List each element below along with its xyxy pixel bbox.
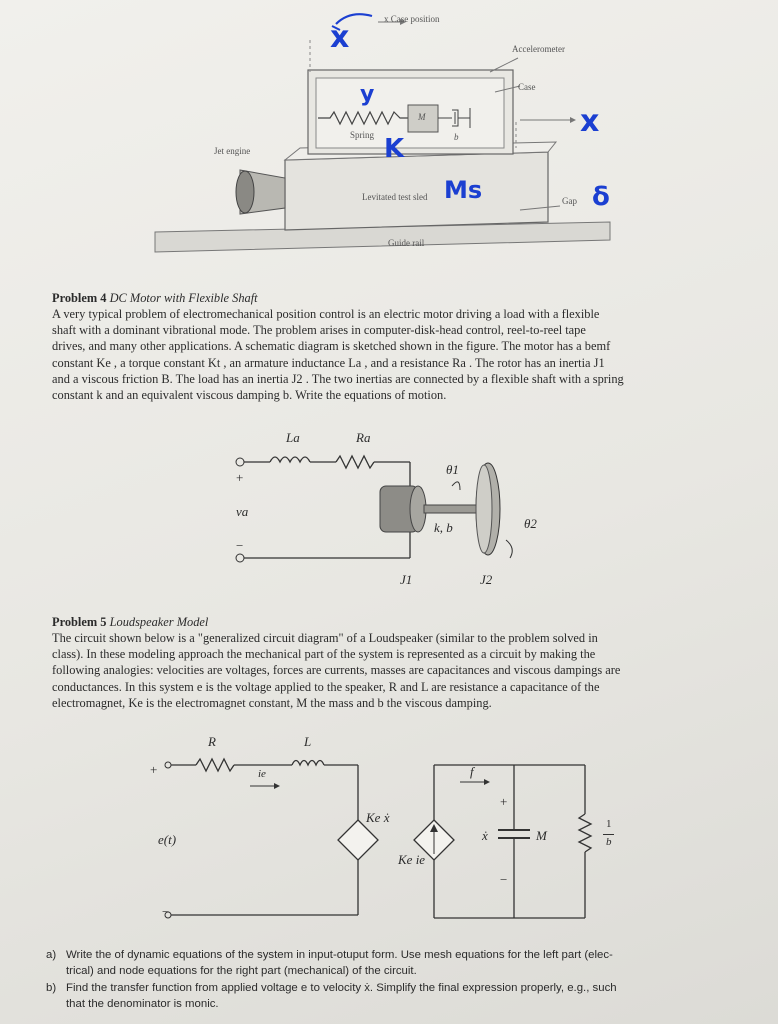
question-a xyxy=(46,948,756,979)
question-b xyxy=(46,981,756,1012)
problem4-title: DC Motor with Flexible Shaft xyxy=(109,291,258,305)
problem5-line: The circuit shown below is a "generalized circuit diagram" of a Loudspeaker (similar to the problem solved in xyxy=(52,631,598,645)
gap-label: Gap xyxy=(562,196,577,206)
problem5-line: conductances. In this system e is the voltage applied to the speaker, R and L are resistance a capacitance of the xyxy=(52,679,600,694)
accelerometer-label: Accelerometer xyxy=(512,44,565,54)
problem4-text xyxy=(52,306,752,403)
problem4-line: drives, and many other applications. A schematic diagram is sketched shown in the figure. The motor has a bemf xyxy=(52,339,611,354)
dc-motor-diagram xyxy=(0,420,778,600)
problem4-line: constant k and an equivalent viscous damping b. Write the equations of motion. xyxy=(52,388,447,403)
handwritten-k: K xyxy=(384,134,405,164)
problem5-number: Problem 5 xyxy=(52,615,107,629)
question-a-marker: a) xyxy=(46,949,57,961)
plus-sign: + xyxy=(236,470,244,485)
problem4-header xyxy=(52,290,258,306)
problem5-title: Loudspeaker Model xyxy=(109,615,209,629)
handwritten-y: y xyxy=(360,82,375,107)
handwritten-x-top: x xyxy=(330,20,350,55)
problem5-line: electromagnet, Ke is the electromagnet constant, M the mass and b the viscous damping. xyxy=(52,695,492,710)
conductance-numerator: 1 xyxy=(606,818,612,830)
problem5-line: following analogies: velocities are voltages, forces are currents, masses are capacitances and viscous dampings are xyxy=(52,663,621,678)
j2-label: J2 xyxy=(480,572,493,587)
resistor-r-label: R xyxy=(208,734,216,749)
handwritten-delta: δ xyxy=(592,182,610,212)
plus-sign: + xyxy=(500,794,508,809)
question-list xyxy=(46,948,756,1012)
levitated-sled-label: Levitated test sled xyxy=(362,192,428,202)
jet-engine-label: Jet engine xyxy=(214,146,251,156)
loudspeaker-circuit xyxy=(0,740,778,940)
velocity-xdot-label: ẋ xyxy=(482,828,488,843)
problem5-text xyxy=(52,630,752,711)
case-position-label: x Case position xyxy=(384,14,440,24)
minus-sign: − xyxy=(500,872,508,887)
problem4-line: A very typical problem of electromechanical position control is an electric motor driving a load with a flexible xyxy=(52,307,600,321)
guide-rail-label: Guide rail xyxy=(388,238,425,248)
resistor-ra-label: Ra xyxy=(356,430,371,445)
conductance-denominator: b xyxy=(606,836,612,848)
problem5-line: class). In these modeling approach the mechanical part of the system is represented as a circuit by making the xyxy=(52,647,596,662)
fraction-bar xyxy=(603,834,614,835)
minus-sign: − xyxy=(162,904,170,919)
spring-label: Spring xyxy=(350,130,375,140)
question-b-line: Find the transfer function from applied voltage e to velocity ẋ. Simplify the final expression properly, e.g., such xyxy=(66,982,617,994)
theta2-label: θ2 xyxy=(524,516,537,531)
handwritten-ms: Ms xyxy=(444,176,483,204)
question-b-line: that the denominator is monic. xyxy=(66,997,219,1010)
shaft-kb-label: k, b xyxy=(434,520,453,535)
force-f-label: f xyxy=(470,764,474,779)
handwritten-x-right: x xyxy=(580,104,600,139)
mass-m-label: M xyxy=(536,828,547,843)
source-kex-label: Ke ẋ xyxy=(366,810,390,825)
source-keie-label: Ke ie xyxy=(398,852,426,867)
j1-label: J1 xyxy=(400,572,413,587)
problem4-line: constant Ke , a torque constant Kt , an armature inductance La , and a resistance Ra . The rotor has an inertia J1 xyxy=(52,355,605,370)
current-ie-label: ie xyxy=(258,768,266,780)
inductor-l-label: L xyxy=(304,734,312,749)
question-b-marker: b) xyxy=(46,982,57,994)
problem5-header xyxy=(52,614,208,630)
question-a-line: trical) and node equations for the right part (mechanical) of the circuit. xyxy=(66,964,417,977)
inductor-la-label: La xyxy=(286,430,300,445)
plus-sign: + xyxy=(150,762,158,777)
damper-label: b xyxy=(454,132,459,142)
case-label: Case xyxy=(518,82,536,92)
question-a-line: Write the of dynamic equations of the system in input-otuput form. Use mesh equations for the left part (elec- xyxy=(66,949,613,961)
problem4-line: and a viscous friction B. The load has an inertia J2 . The two inertias are connected by a flexible shaft with a spring xyxy=(52,371,624,386)
mass-label: M xyxy=(418,112,426,122)
minus-sign: − xyxy=(236,538,244,553)
source-e-label: e(t) xyxy=(158,832,177,847)
theta1-label: θ1 xyxy=(446,462,459,477)
problem4-number: Problem 4 xyxy=(52,291,107,305)
va-label: va xyxy=(236,504,249,519)
problem4-line: shaft with a dominant vibrational mode. The problem arises in computer-disk-head control, reel-to-reel tape xyxy=(52,323,586,338)
